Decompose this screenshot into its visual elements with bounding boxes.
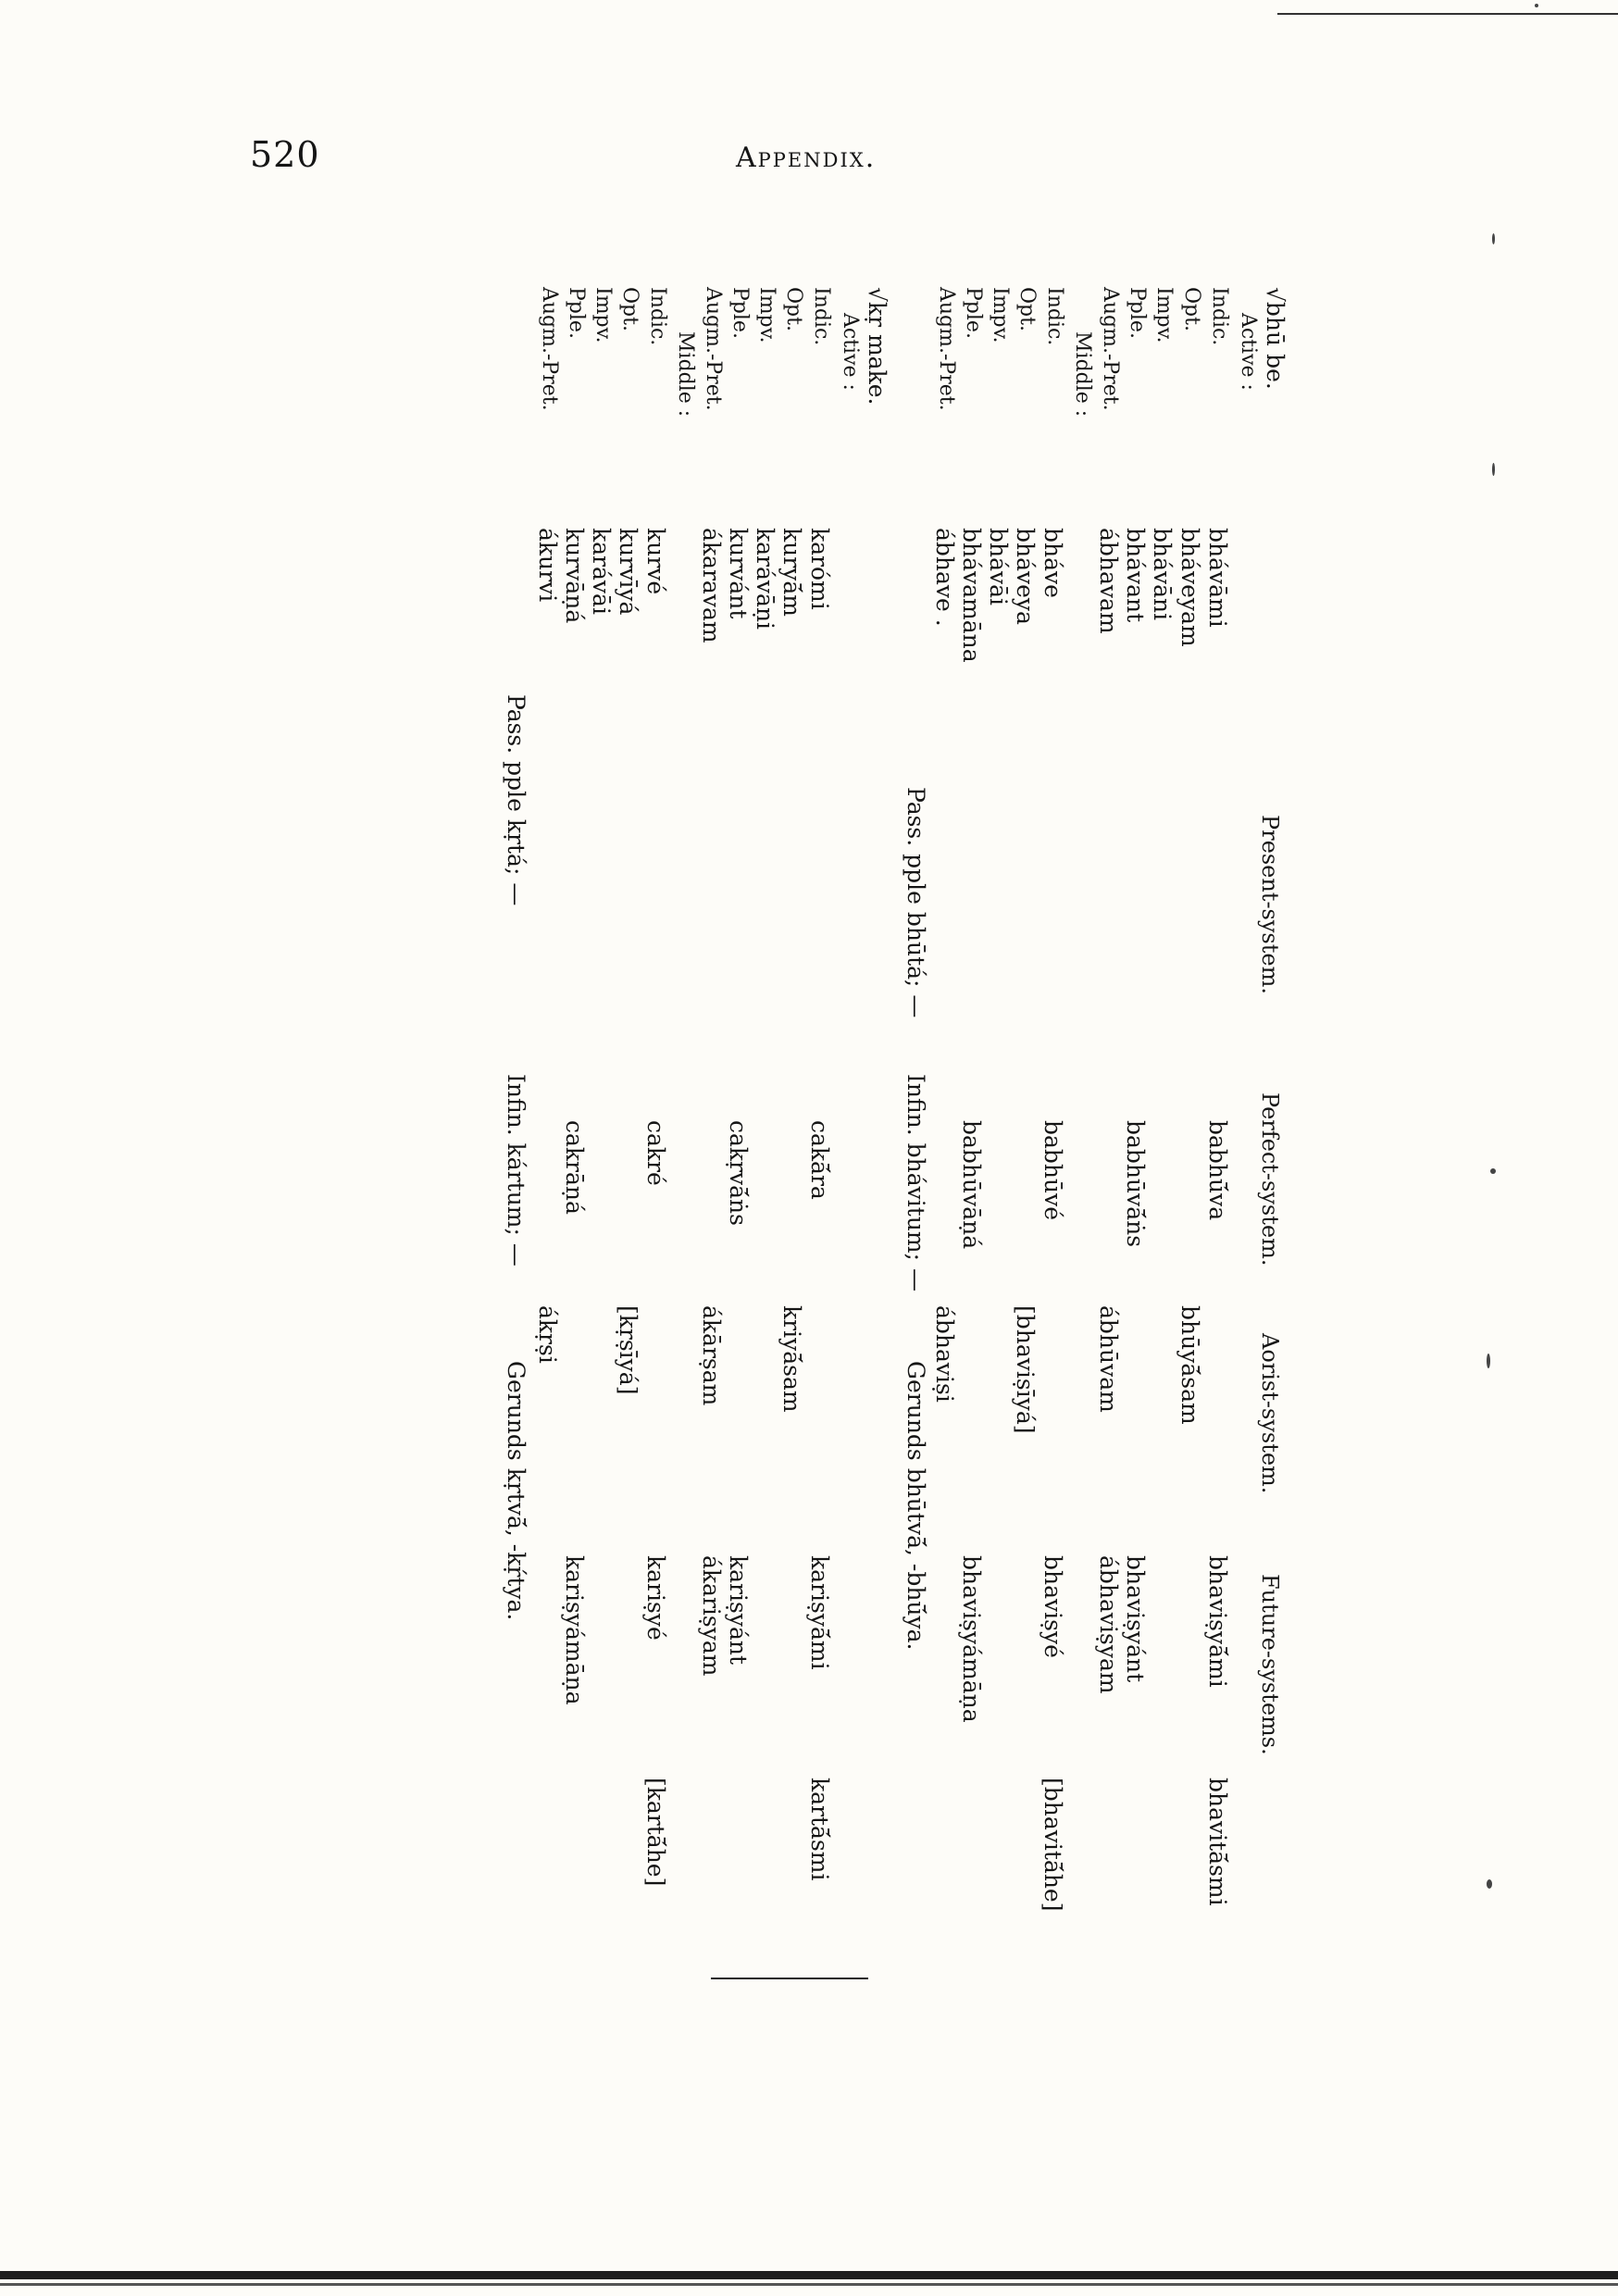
future2-form: [kartā́he] — [642, 1778, 669, 1887]
bhu-middle-label: Middle : — [1071, 331, 1094, 418]
present-form: bhávamāna — [958, 528, 985, 663]
future-form: bhaviṣyámāṇa — [958, 1555, 985, 1723]
gerunds: Gerunds kṛtvā́, -kṛ́tya. — [503, 1361, 529, 1621]
aorist-form: [bhaviṣīyá] — [1012, 1305, 1039, 1434]
row-label: Impv. — [755, 287, 778, 343]
row-label: Indic. — [646, 287, 669, 346]
scan-speck — [1487, 1879, 1492, 1889]
kr-active-label: Active : — [839, 313, 862, 391]
scan-edge-top — [1277, 13, 1618, 15]
present-form: bhávāmi — [1204, 528, 1231, 628]
present-form: bhávāi — [985, 528, 1012, 606]
root-bhu — [1263, 287, 1287, 390]
present-form: bhávāni — [1149, 528, 1176, 621]
page-number: 520 — [250, 134, 320, 175]
root-kr-text: √kṛ make. — [864, 287, 890, 406]
perfect-form: cakā́ra — [806, 1120, 833, 1200]
pass-pple: Pass. pple bhūtá; — — [902, 787, 929, 1018]
present-form: kurvánt — [725, 528, 752, 619]
aorist-form: [kṛṣīyá] — [615, 1305, 641, 1395]
row-label: Pple. — [1126, 287, 1149, 339]
row-label: Impv. — [1152, 287, 1176, 343]
column-header-future: Future-systems. — [1257, 1574, 1283, 1755]
aorist-form: kriyā́sam — [778, 1305, 805, 1413]
present-form: bháveyam — [1176, 528, 1203, 647]
scan-speck — [1492, 233, 1495, 244]
future-form: kariṣyā́mi — [806, 1555, 833, 1670]
column-header-perfect: Perfect-system. — [1257, 1092, 1283, 1267]
row-label: Indic. — [1208, 287, 1231, 346]
scan-speck — [1535, 4, 1538, 7]
perfect-form: babhūvé — [1039, 1120, 1066, 1221]
present-form: bháve — [1039, 528, 1066, 598]
row-label: Opt. — [618, 287, 641, 331]
row-label: Opt. — [782, 287, 805, 331]
present-form: ábhave . — [931, 528, 958, 627]
row-label: Opt. — [1015, 287, 1039, 331]
aorist-form: ákārṣam — [698, 1305, 725, 1406]
scan-speck — [1492, 463, 1495, 476]
present-form: karávāṇi — [752, 528, 778, 630]
present-form: kurvāṇá — [561, 528, 588, 624]
perfect-form: babhūvā́ṅs — [1122, 1120, 1149, 1248]
present-form: ákaravam — [698, 528, 725, 643]
row-label: Opt. — [1180, 287, 1203, 331]
future-form: kariṣyánt — [725, 1555, 752, 1666]
present-form: bháveya — [1012, 528, 1039, 625]
row-label: Augm.-Pret. — [935, 287, 958, 411]
future-form: bhaviṣyé — [1039, 1555, 1066, 1658]
future-form: bhaviṣyánt — [1122, 1555, 1149, 1683]
scan-speck — [1487, 1354, 1490, 1368]
present-form: kurvīyá — [615, 528, 641, 616]
row-label: Augm.-Pret. — [1099, 287, 1122, 411]
conjugation-table — [222, 278, 1288, 1912]
aorist-form: bhūyā́sam — [1176, 1305, 1203, 1425]
row-label: Pple. — [962, 287, 985, 339]
section-rule — [711, 1978, 868, 1979]
column-header-present: Present-system. — [1257, 815, 1283, 994]
aorist-form: ábhaviṣi — [931, 1305, 958, 1403]
present-form: karávāi — [588, 528, 615, 615]
present-form: karómi — [806, 528, 833, 610]
present-form: bhávant — [1122, 528, 1149, 623]
present-form: ákurvi — [534, 528, 561, 603]
perfect-form: babhū́va — [1204, 1120, 1231, 1221]
present-form: kurvé — [642, 528, 669, 595]
future2-form: bhavitā́smi — [1204, 1778, 1231, 1906]
row-label: Indic. — [1043, 287, 1066, 346]
kr-middle-label: Middle : — [674, 331, 697, 418]
row-label: Indic. — [810, 287, 833, 346]
row-label: Pple. — [565, 287, 588, 339]
column-header-aorist: Aorist-system. — [1257, 1333, 1283, 1494]
aorist-form: ákṛṣi — [534, 1305, 561, 1364]
future-form: kariṣyámāṇa — [561, 1555, 588, 1705]
scan-speck — [1490, 1168, 1496, 1174]
future2-form: kartā́smi — [806, 1778, 833, 1881]
row-label: Augm.-Pret. — [538, 287, 561, 411]
row-label: Impv. — [989, 287, 1012, 343]
future-form: ábhaviṣyam — [1095, 1555, 1122, 1694]
row-label: Pple. — [728, 287, 752, 339]
row-label: Impv. — [591, 287, 615, 343]
aorist-form: ábhūvam — [1095, 1305, 1122, 1413]
perfect-form: cakré — [642, 1120, 669, 1186]
infinitive: Infin. kártum; — — [503, 1074, 529, 1267]
row-label: Augm.-Pret. — [702, 287, 725, 411]
perfect-form: cakrāṇá — [561, 1120, 588, 1215]
future-form: kariṣyé — [642, 1555, 669, 1641]
gerunds: Gerunds bhūtvā́, -bhū́ya. — [902, 1361, 929, 1651]
bhu-active-label: Active : — [1237, 313, 1260, 391]
pass-pple: Pass. pple kṛtá; — — [503, 694, 529, 906]
scan-edge-bottom — [0, 2271, 1618, 2279]
running-head: Appendix. — [736, 142, 877, 174]
root-kr — [865, 287, 889, 405]
future-form: bhaviṣyā́mi — [1204, 1555, 1231, 1688]
root-bhu-text: √bhū be. — [1262, 287, 1288, 390]
present-form: ábhavam — [1095, 528, 1122, 634]
future-form: ákariṣyam — [698, 1555, 725, 1677]
infinitive: Infin. bhávitum; — — [902, 1074, 929, 1292]
future2-form: [bhavitā́he] — [1039, 1778, 1066, 1912]
perfect-form: babhūvāṇá — [958, 1120, 985, 1250]
present-form: kuryā́m — [778, 528, 805, 617]
scan-edge-bottom-thin — [0, 2283, 1618, 2286]
perfect-form: cakṛvā́ṅs — [725, 1120, 752, 1226]
